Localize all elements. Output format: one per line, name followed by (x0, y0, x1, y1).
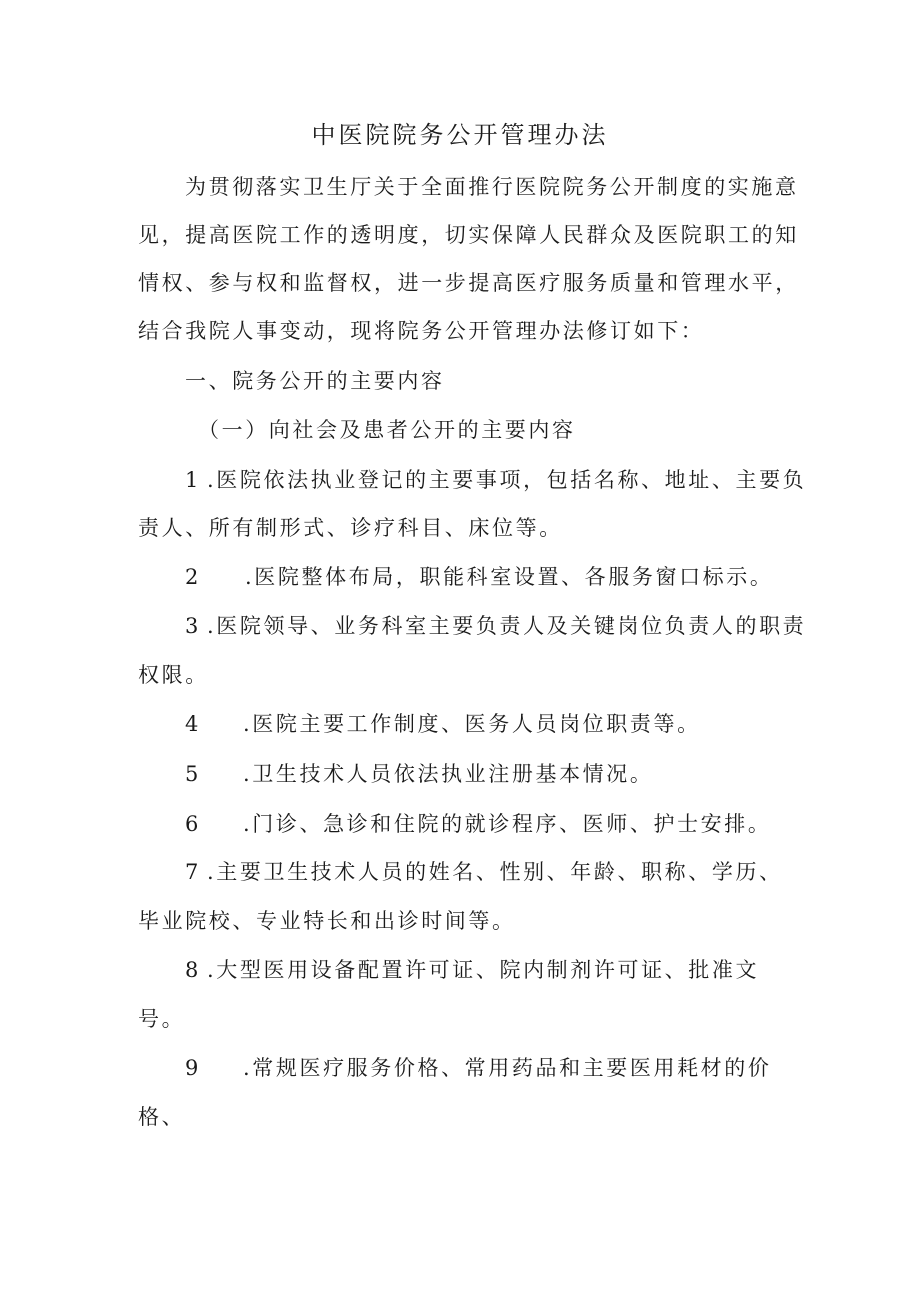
item-number: 4 (185, 712, 201, 736)
list-item-1 (185, 465, 806, 495)
list-item-8 (185, 955, 759, 985)
list-item-3-cont: 权限。 (138, 663, 209, 687)
list-item-2 (185, 562, 773, 592)
item-number: 8 (185, 958, 201, 982)
item-number: 1 (185, 468, 201, 492)
section-heading: 一、院务公开的主要内容 (185, 369, 445, 393)
item-number: 7 (185, 860, 201, 884)
item-number: 5 (185, 762, 201, 786)
item-text: .医院整体布局，职能科室设置、各服务窗口标示。 (245, 565, 774, 589)
subsection-heading: （一）向社会及患者公开的主要内容 (198, 418, 576, 442)
list-item-6 (185, 809, 771, 839)
item-number: 2 (185, 565, 201, 589)
item-number: 9 (185, 1056, 201, 1080)
item-number: 3 (185, 614, 201, 638)
list-item-3 (185, 611, 806, 641)
list-item-7 (185, 857, 783, 887)
document-title: 中医院院务公开管理办法 (311, 121, 609, 149)
item-text: .大型医用设备配置许可证、院内制剂许可证、批准文 (207, 958, 760, 982)
intro-line-3: 情权、参与权和监督权，进一步提高医疗服务质量和管理水平， (138, 271, 799, 295)
intro-line-1: 为贯彻落实卫生厅关于全面推行医院院务公开制度的实施意 (185, 175, 799, 199)
item-text: .医院主要工作制度、医务人员岗位职责等。 (243, 712, 701, 736)
intro-line-2: 见，提高医院工作的透明度，切实保障人民群众及医院职工的知 (138, 223, 799, 247)
item-text: .卫生技术人员依法执业注册基本情况。 (243, 762, 654, 786)
list-item-9-cont: 格、 (138, 1105, 186, 1129)
intro-line-4: 结合我院人事变动，现将院务公开管理办法修订如下： (138, 319, 705, 343)
item-text: .医院依法执业登记的主要事项，包括名称、地址、主要负 (207, 468, 807, 492)
list-item-1-cont: 责人、所有制形式、诊疗科目、床位等。 (138, 516, 563, 540)
list-item-7-cont: 毕业院校、专业特长和出诊时间等。 (138, 909, 516, 933)
item-text: .门诊、急诊和住院的就诊程序、医师、护士安排。 (243, 812, 772, 836)
item-text: .常规医疗服务价格、常用药品和主要医用耗材的价 (243, 1056, 772, 1080)
item-text: .主要卫生技术人员的姓名、性别、年龄、职称、学历、 (207, 860, 783, 884)
list-item-8-cont: 号。 (138, 1007, 186, 1031)
item-number: 6 (185, 812, 201, 836)
list-item-5 (185, 759, 653, 789)
item-text: .医院领导、业务科室主要负责人及关键岗位负责人的职责 (207, 614, 807, 638)
list-item-9 (185, 1053, 771, 1083)
list-item-4 (185, 709, 701, 739)
